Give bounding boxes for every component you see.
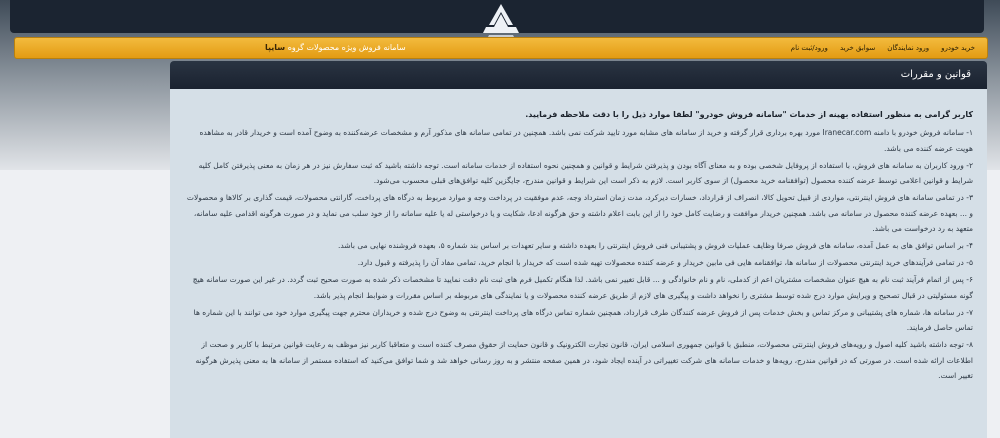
- nav-login-register[interactable]: ورود/ثبت نام: [790, 44, 828, 52]
- saipa-logo-icon[interactable]: [480, 3, 522, 41]
- nav-purchase-history[interactable]: سوابق خرید: [839, 44, 876, 52]
- nav-agents-login[interactable]: ورود نمایندگان: [887, 44, 930, 52]
- terms-intro: کاربر گرامی به منظور استفاده بهینه از خدمات "سامانه فروش خودرو" لطفا موارد ذیل را با دقت ملاحظه فرمایید.: [525, 110, 973, 119]
- terms-paragraph-7: ۷- در سامانه ها، شماره های پشتیبانی و مرکز تماس و بخش خدمات پس از فروش عرضه کنندگان طرف قرارداد، همچنین شماره تماس درگاه های پرداخت اینترنتی به وضوح درج شده و خریداران محترم جهت پیگیری موارد خود می توانند با این شماره ها تماس حاصل فرمایند.: [193, 307, 973, 332]
- panel-title: قوانین و مقررات: [900, 69, 971, 80]
- main-nav-bar: [14, 37, 988, 59]
- terms-paragraph-8: ۸- توجه داشته باشید کلیه اصول و رویه‌های فروش اینترنتی محصولات، منطبق با قوانین جمهوری اسلامی ایران، قانون تجارت الکترونیک و قانون حمایت از حقوق مصرف کننده است و متعاقبا کاربر نیز موظف به رعایت قوانین مرتبط با کاربر و صحت از اطلاعات ارائه شده است. در صورتی که در قوانین مندرج، رویه‌ها و خدمات سامانه های شرکت تغییراتی در آینده ایجاد شود، در همین صفحه منتشر و به روز رسانی خواهد شد و شما توافق می‌کنید که استفاده مستمر از سامانه ها به معنی پذیرش هرگونه تغییر است.: [195, 340, 973, 380]
- panel-header: [170, 61, 987, 89]
- terms-paragraph-6: ۶- پس از اتمام فرآیند ثبت نام به هیچ عنوان مشخصات مشتریان اعم از کدملی، نام و نام خانوادگی و ... قابل تغییر نمی باشد. لذا هنگام تکمیل فرم های ثبت نام دقت نمایید تا مشخصات ذکر شده به صورت صحیح ثبت گردد. در غیر این صورت سامانه هیچ گونه مسئولیتی در قبال تصحیح و ویرایش موارد درج شده توسط مشتری را نخواهد داشت و پیگیری های لازم از طریق عرضه کننده محصولات و یا نمایندگی های مربوطه بر اساس مقررات و ضوابط انجام پذیر باشد.: [192, 275, 973, 300]
- tagline-text: سامانه فروش ویژه محصولات گروه: [287, 43, 406, 52]
- terms-paragraph-2: ۲- ورود کاربران به سامانه های فروش، با استفاده از پروفایل شخصی بوده و به معنای آگاه بودن و پذیرفتن شرایط و قوانین و همچنین نحوه استفاده از خدمات سامانه است. توجه داشته باشید که ثبت سفارش نیز در هر زمان به معنی پذیرفتن کامل کلیه شرایط و قوانین اعلامی توسط عرضه کننده محصول (توافقنامه خرید محصول) از سوی کاربر است. لازم به ذکر است این شرایط و قوانین مندرج، جایگزین کلیه توافق‌های قبلی محسوب می‌شود.: [198, 160, 973, 185]
- terms-paragraph-5: ۵- در تمامی فرآیندهای خرید اینترنتی محصولات از سامانه ها، توافقنامه هایی فی مابین خریدار و عرضه کننده محصولات تهیه شده است که خریدار با انجام خرید، تمامی مفاد آن را پذیرفته و قبول دارد.: [357, 258, 973, 267]
- terms-paragraph-3: ۳- در تمامی سامانه های فروش اینترنتی، مواردی از قبیل تحویل کالا، انصراف از قرارداد، خسارات دیرکرد، مدت زمان استرداد وجه، عدم موفقیت در پرداخت وجه و موارد مربوط به درگاه های پرداخت، گارانتی محصولات، قیمت گذاری بر کالاها و محصولات و ... بعهده عرضه کننده محصول در سامانه می باشد. همچنین خریدار موافقت و رضایت کامل خود را از این بابت اعلام داشته و حق هرگونه ادعا، شکایت و یا درخواستی له یا علیه سامانه را از خود سلب می نماید و در صورت هرگونه اقدامی علیه سامانه، متعهد به رد درخواست می باشد.: [186, 193, 973, 233]
- terms-panel: [170, 89, 987, 438]
- tagline-brand: سایپا: [265, 43, 286, 52]
- nav-links: [779, 38, 975, 58]
- site-tagline: [265, 38, 406, 58]
- terms-paragraph-1: ۱- سامانه فروش خودرو با دامنه Iranecar.com مورد بهره برداری قرار گرفته و خرید از سامانه های مشابه مورد تایید شرکت نمی باشد. همچنین در تمامی سامانه های مذکور آرم و مشخصات عرضه‌کننده به وضوح آمده است و خریدار قادر به مشاهده هویت عرضه کننده می باشد.: [199, 128, 973, 153]
- terms-paragraph-4: ۴- بر اساس توافق های به عمل آمده، سامانه های فروش صرفا وظایف عملیات فروش و پشتیبانی فنی فروش اینترنتی را بعهده داشته و سایر تعهدات بر اساس بند شماره ۵، بعهده فروشنده نهایی می باشد.: [338, 241, 973, 250]
- nav-buy-car[interactable]: خرید خودرو: [941, 44, 975, 52]
